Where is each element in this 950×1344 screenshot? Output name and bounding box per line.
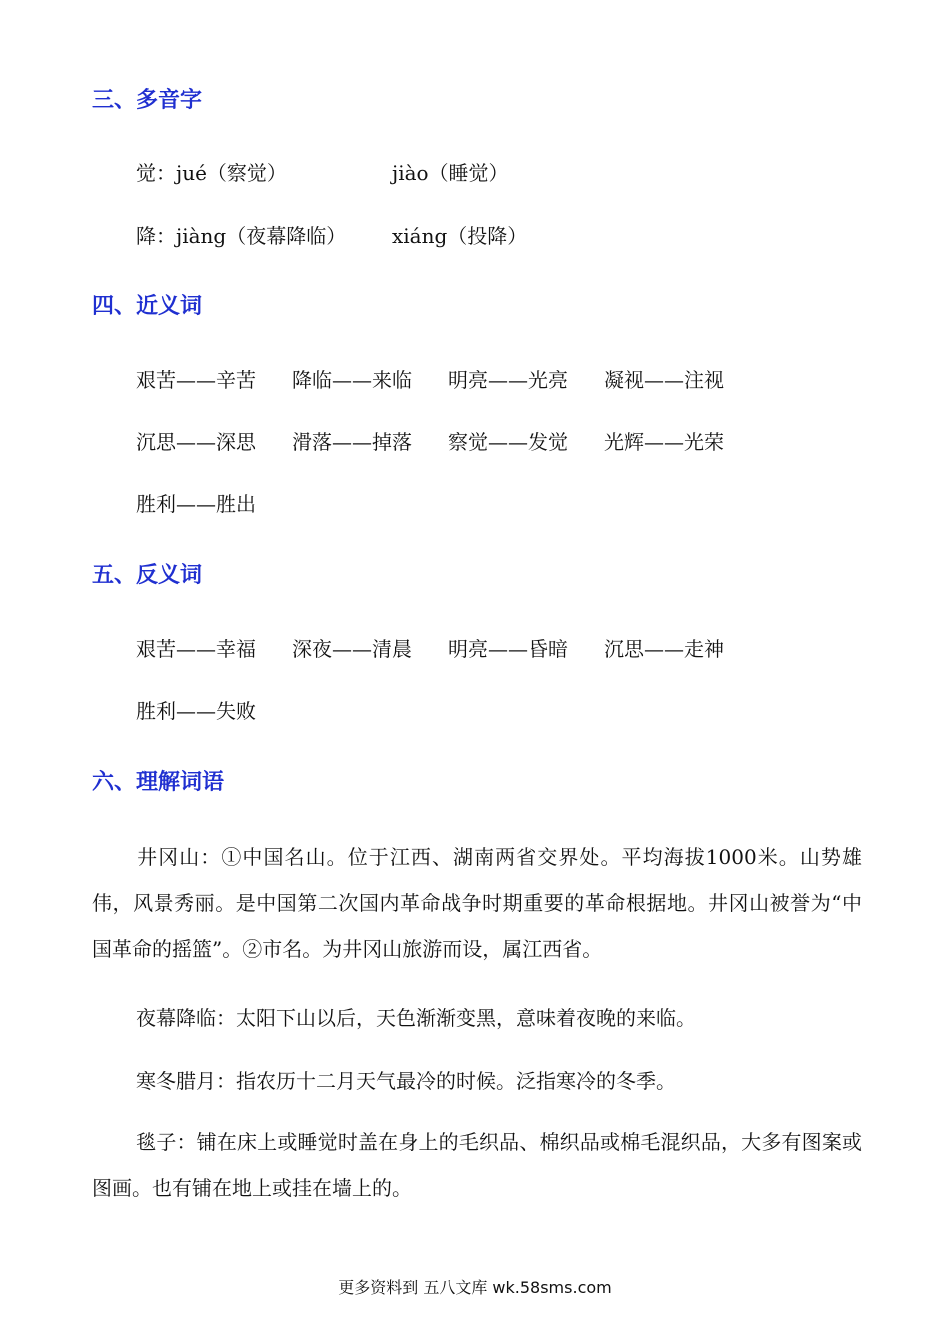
- vocabulary-definition: [92, 834, 862, 972]
- synonym-pair: 降临——来临: [292, 368, 412, 392]
- antonym-pair: 明亮——昏暗: [448, 637, 568, 661]
- antonym-pair: 沉思——走神: [604, 637, 724, 661]
- definition-text: 井冈山：①中国名山。位于江西、湖南两省交界处。平均海拔1000米。山势雄伟，风景秀丽。是中国第二次国内革命战争时期重要的革命根据地。井冈山被誉为“中国革命的摇篮”。②市名。为井冈山旅游而设，属江西省。: [92, 845, 862, 961]
- vocabulary-definition: [92, 1119, 862, 1211]
- section-heading-antonyms: 五、反义词: [92, 563, 203, 588]
- section-heading-synonyms: 四、近义词: [92, 294, 203, 319]
- polyphonic-entry: 觉：jué（察觉）: [136, 161, 287, 185]
- section-heading-polyphonic: 三、多音字: [92, 88, 203, 113]
- synonym-pair: 胜利——胜出: [136, 492, 256, 516]
- synonym-pair: 凝视——注视: [604, 368, 724, 392]
- antonym-row: [136, 696, 256, 726]
- polyphonic-row-jue: [136, 158, 509, 188]
- synonym-pair: 艰苦——辛苦: [136, 368, 256, 392]
- antonym-pair: 艰苦——幸福: [136, 637, 256, 661]
- vocabulary-definition: [92, 1058, 862, 1104]
- antonym-row: [136, 634, 724, 664]
- polyphonic-row-jiang: [136, 221, 527, 251]
- polyphonic-entry: 降：jiàng（夜幕降临）: [136, 224, 347, 248]
- synonym-pair: 沉思——深思: [136, 430, 256, 454]
- page-footer: 更多资料到 五八文库 wk.58sms.com: [338, 1278, 612, 1297]
- vocabulary-definition: [92, 995, 862, 1041]
- definition-text: 夜幕降临：太阳下山以后，天色渐渐变黑，意味着夜晚的来临。: [136, 1006, 696, 1030]
- synonym-pair: 光辉——光荣: [604, 430, 724, 454]
- polyphonic-entry: xiáng（投降）: [392, 224, 528, 248]
- definition-text: 寒冬腊月：指农历十二月天气最冷的时候。泛指寒冷的冬季。: [136, 1069, 676, 1093]
- antonym-pair: 深夜——清晨: [292, 637, 412, 661]
- synonym-row: [136, 365, 724, 395]
- synonym-row: [136, 427, 724, 457]
- polyphonic-entry: jiào（睡觉）: [392, 161, 509, 185]
- antonym-pair: 胜利——失败: [136, 699, 256, 723]
- definition-text: 毯子：铺在床上或睡觉时盖在身上的毛织品、棉织品或棉毛混织品，大多有图案或图画。也有铺在地上或挂在墙上的。: [92, 1130, 862, 1200]
- synonym-pair: 察觉——发觉: [448, 430, 568, 454]
- synonym-pair: 滑落——掉落: [292, 430, 412, 454]
- synonym-row: [136, 489, 256, 519]
- synonym-pair: 明亮——光亮: [448, 368, 568, 392]
- section-heading-vocabulary: 六、理解词语: [92, 770, 225, 795]
